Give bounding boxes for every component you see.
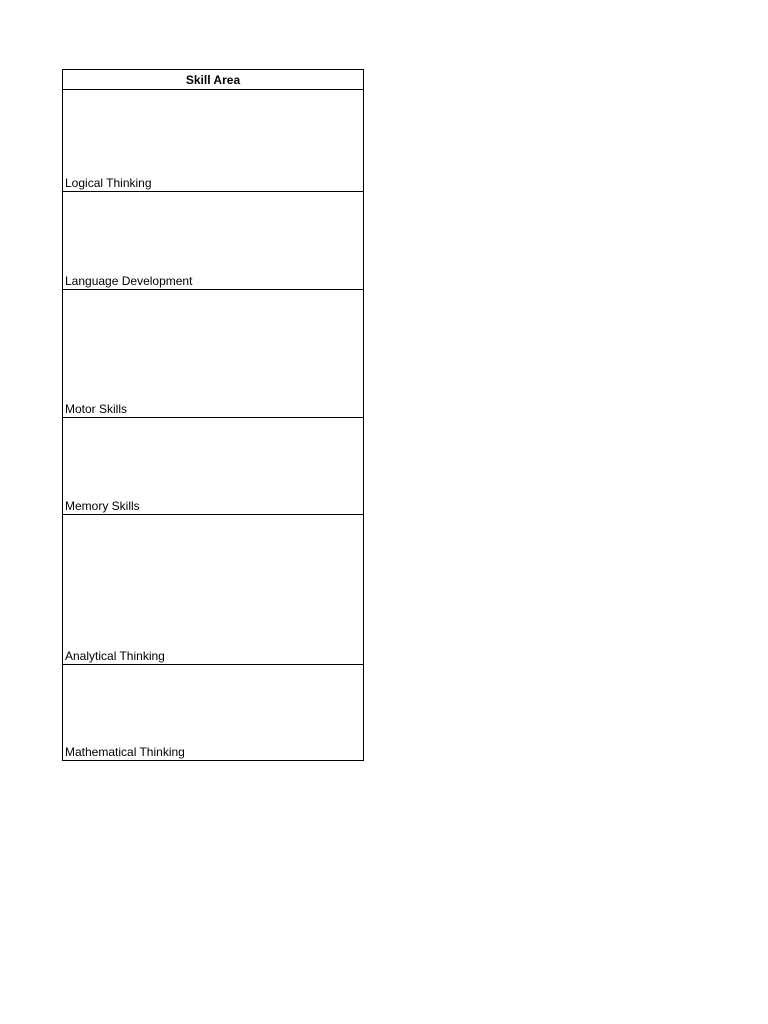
skill-area-table (62, 69, 364, 761)
table-head (63, 70, 364, 90)
cell-skill-area[interactable]: Mathematical Thinking (63, 665, 364, 761)
table-row (63, 192, 364, 290)
cell-skill-area[interactable]: Memory Skills (63, 418, 364, 515)
cell-skill-area[interactable]: Motor Skills (63, 290, 364, 418)
header-row (63, 70, 364, 90)
table-row (63, 418, 364, 515)
cell-skill-area[interactable]: Language Development (63, 192, 364, 290)
table-body (63, 90, 364, 761)
cell-skill-area[interactable]: Analytical Thinking (63, 515, 364, 665)
table-row (63, 290, 364, 418)
table-row (63, 665, 364, 761)
table-row (63, 515, 364, 665)
table-row (63, 90, 364, 192)
column-header-skill-area: Skill Area (63, 70, 364, 90)
cell-skill-area[interactable]: Logical Thinking (63, 90, 364, 192)
